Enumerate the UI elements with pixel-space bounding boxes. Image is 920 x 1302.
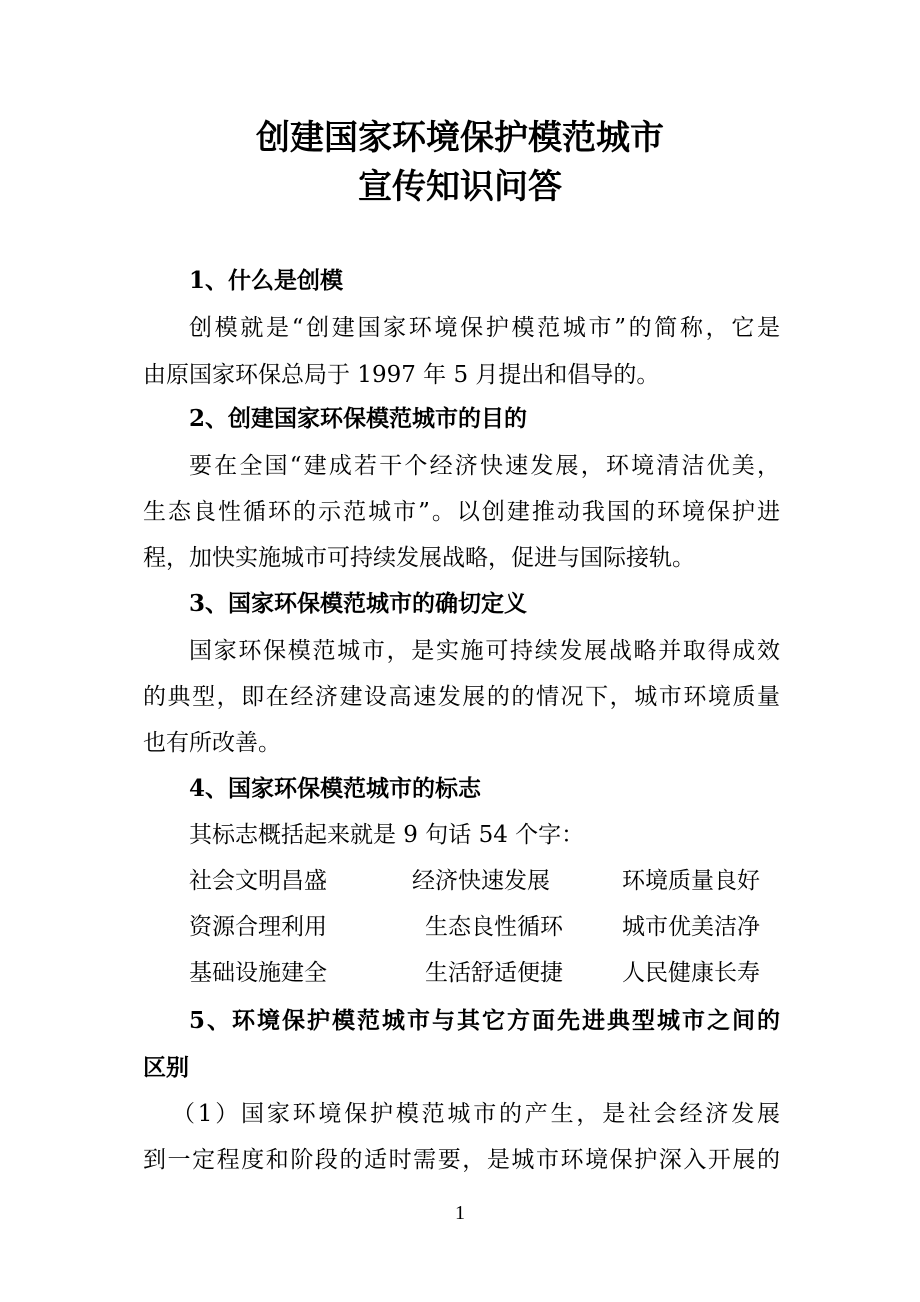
slogan-item: 环境质量良好 <box>622 868 760 894</box>
section-4-intro: 其标志概括起来就是 9 句话 54 个字： <box>189 822 585 848</box>
section-2-line-1: 要在全国“建成若干个经济快速发展，环境清洁优美， <box>189 453 780 479</box>
section-2-line-3: 程，加快实施城市可持续发展战略，促进与国际接轨。 <box>143 545 695 571</box>
title-line-2: 宣传知识问答 <box>358 167 562 207</box>
slogan-item: 生活舒适便捷 <box>425 960 563 986</box>
page-number: 1 <box>455 1202 465 1224</box>
section-5-heading-line-1: 5、环境保护模范城市与其它方面先进典型城市之间的 <box>189 1007 780 1034</box>
title-line-1: 创建国家环境保护模范城市 <box>256 118 664 158</box>
section-2-heading: 2、创建国家环保模范城市的目的 <box>189 405 528 432</box>
section-5-heading-line-2: 区别 <box>143 1054 189 1081</box>
slogan-item: 资源合理利用 <box>189 914 327 940</box>
section-1-line-1: 创模就是“创建国家环境保护模范城市”的简称，它是 <box>189 315 780 341</box>
section-4-heading: 4、国家环保模范城市的标志 <box>189 775 482 802</box>
section-5-line-2: 到一定程度和阶段的适时需要，是城市环境保护深入开展的 <box>143 1147 780 1173</box>
slogan-item: 生态良性循环 <box>425 914 563 940</box>
section-1-heading: 1、什么是创模 <box>189 267 344 294</box>
slogan-item: 经济快速发展 <box>412 868 550 894</box>
section-5-line-1: （1）国家环境保护模范城市的产生，是社会经济发展 <box>172 1101 780 1127</box>
section-3-heading: 3、国家环保模范城市的确切定义 <box>189 590 528 617</box>
section-3-line-2: 的典型，即在经济建设高速发展的的情况下，城市环境质量 <box>143 684 780 710</box>
section-2-line-2: 生态良性循环的示范城市”。以创建推动我国的环境保护进 <box>143 499 780 525</box>
section-1-line-2: 由原国家环保总局于 1997 年 5 月提出和倡导的。 <box>143 362 660 388</box>
slogan-item: 城市优美洁净 <box>622 914 760 940</box>
slogan-item: 人民健康长寿 <box>622 960 760 986</box>
slogan-item: 社会文明昌盛 <box>189 868 327 894</box>
section-3-line-3: 也有所改善。 <box>143 730 281 756</box>
slogan-item: 基础设施建全 <box>189 960 327 986</box>
section-3-line-1: 国家环保模范城市，是实施可持续发展战略并取得成效 <box>189 638 780 664</box>
